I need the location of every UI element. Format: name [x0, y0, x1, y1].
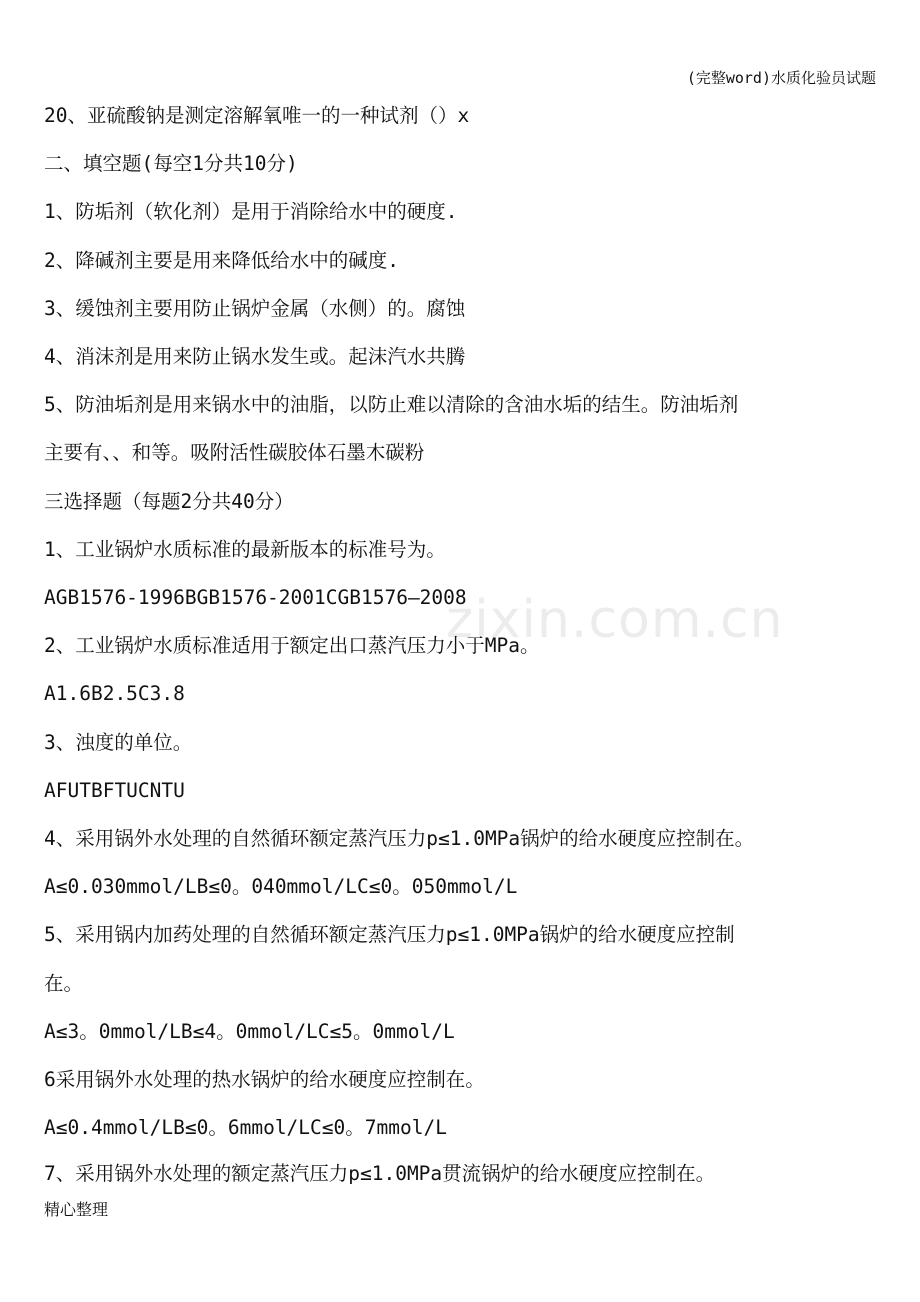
text-line: 3、缓蚀剂主要用防止锅炉金属（水侧）的。腐蚀	[44, 296, 466, 320]
text-line: 5、防油垢剂是用来锅水中的油脂，以防止难以清除的含油水垢的结生。防油垢剂	[44, 393, 739, 417]
text-line: 2、工业锅炉水质标准适用于额定出口蒸汽压力小于MPa。	[44, 634, 540, 658]
text-line: 1、工业锅炉水质标准的最新版本的标准号为。	[44, 537, 446, 561]
text-line: 1、防垢剂（软化剂）是用于消除给水中的硬度.	[44, 200, 458, 224]
document-footer: 精心整理	[44, 1200, 109, 1219]
text-line: A1.6B2.5C3.8	[44, 682, 185, 706]
text-line: AFUTBFTUCNTU	[44, 778, 185, 802]
text-line: A≤0.030mmol/LB≤0。040mmol/LC≤0。050mmol/L	[44, 875, 518, 899]
text-line: 6采用锅外水处理的热水锅炉的给水硬度应控制在。	[44, 1068, 485, 1092]
text-line: 3、浊度的单位。	[44, 730, 193, 754]
text-line: 二、填空题(每空1分共10分)	[44, 152, 298, 176]
text-line: 在。	[44, 971, 84, 995]
document-body	[44, 92, 884, 1196]
text-line: 4、采用锅外水处理的自然循环额定蒸汽压力p≤1.0MPa锅炉的给水硬度应控制在。	[44, 827, 755, 851]
text-line: A≤3。0mmol/LB≤4。0mmol/LC≤5。0mmol/L	[44, 1019, 455, 1043]
text-line: 2、降碱剂主要是用来降低给水中的碱度.	[44, 248, 399, 272]
text-line: 7、采用锅外水处理的额定蒸汽压力p≤1.0MPa贯流锅炉的给水硬度应控制在。	[44, 1162, 716, 1186]
text-line: 主要有、、和等。吸附活性碳胶体石墨木碳粉	[44, 441, 425, 465]
text-line: 4、消沫剂是用来防止锅水发生或。起沫汽水共腾	[44, 345, 466, 369]
document-header: (完整word)水质化验员试题	[686, 69, 876, 87]
text-line: 5、采用锅内加药处理的自然循环额定蒸汽压力p≤1.0MPa锅炉的给水硬度应控制	[44, 923, 735, 947]
watermark: zixin.com.cn	[446, 590, 784, 650]
text-line: AGB1576-1996BGB1576-2001CGB1576—2008	[44, 586, 467, 610]
text-line: 三选择题（每题2分共40分）	[44, 489, 294, 513]
text-line: 20、亚硫酸钠是测定溶解氧唯一的一种试剂（）x	[44, 104, 470, 127]
text-line: A≤0.4mmol/LB≤0。6mmol/LC≤0。7mmol/L	[44, 1116, 447, 1140]
